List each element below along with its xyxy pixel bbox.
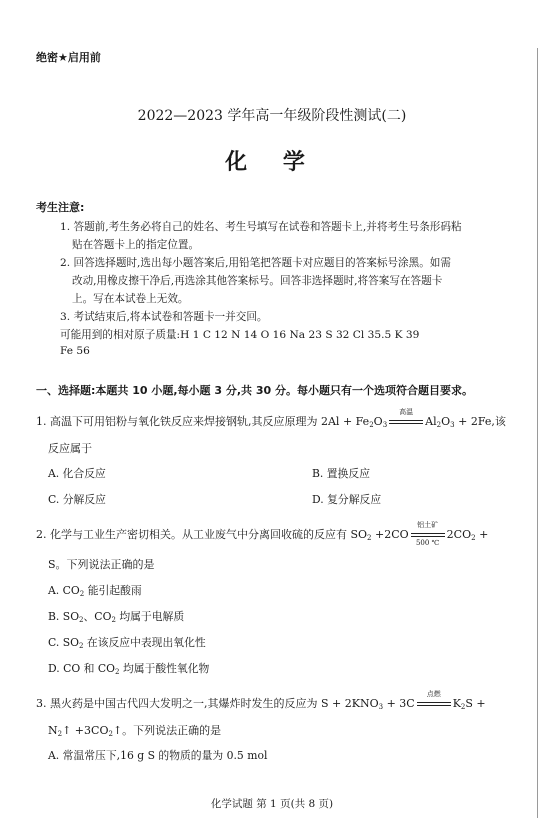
option-c: C. $SO_2$ 在该反应中表现出氧化性 [48,636,206,650]
option-a: A. 化合反应 [48,467,106,480]
question-1-stem: 反应属于 [48,442,92,455]
option-d: D. CO 和 $CO_2$ 均属于酸性氧化物 [48,662,210,676]
notice-line: 3. 考试结束后,将本试卷和答题卡一并交回。 [60,311,268,323]
exam-title: 2022—2023 学年高一年级阶段性测试(二) [137,108,407,124]
question-3-stem: $N_2↑$ $+3CO_2↑$。下列说法正确的是 [48,724,222,738]
notice-line: 改动,用橡皮擦干净后,再选涂其他答案标号。回答非选择题时,将答案写在答题卡 [72,275,443,287]
section-heading: 一、选择题:本题共 10 小题,每小题 3 分,共 30 分。每小题只有一个选项符合题目要求。 [36,384,474,397]
reaction-condition: 高温 [389,415,423,429]
notice-line: 贴在答题卡上的指定位置。 [72,239,200,251]
option-d: D. 复分解反应 [312,493,382,506]
reaction-condition: 铝土矿 500 ℃ [411,528,445,542]
notice-line: 上。写在本试卷上无效。 [72,293,189,305]
notice-line: 1. 答题前,考生务必将自己的姓名、考生号填写在试卷和答题卡上,并将考生号条形码粘 [60,221,462,233]
atomic-mass-line: Fe 56 [60,345,90,357]
question-2-stem: 2. 化学与工业生产密切相关。从工业废气中分离回收硫的反应有 $SO_2 +2CO$ 铝土矿 500 ℃ $2CO_2$ + [36,521,489,547]
option-c: C. 分解反应 [48,493,106,506]
notice-heading: 考生注意: [36,201,85,214]
option-b: B. $SO_2$、$CO_2$ 均属于电解质 [48,610,185,624]
option-b: B. 置换反应 [312,467,370,480]
question-3-stem: 3. 黑火药是中国古代四大发明之一,其爆炸时发生的反应为 $S + 2KNO_3 + 3C$ 点燃 $K_2S$ + [36,690,486,711]
question-1-stem: 1. 高温下可用铝粉与氧化铁反应来焊接钢轨,其反应原理为 $2Al + Fe_2O_3$ 高温 $Al_2O_3 + 2Fe$,该 [36,408,506,429]
question-2-stem: S。下列说法正确的是 [48,558,155,571]
confidential-mark: 绝密★启用前 [36,51,101,64]
option-a: A. 常温常压下,16 g S 的物质的量为 0.5 mol [48,749,268,762]
page-footer: 化学试题 第 1 页(共 8 页) [210,798,334,810]
option-a: A. $CO_2$ 能引起酸雨 [48,584,142,598]
atomic-mass-line: 可能用到的相对原子质量:H 1 C 12 N 14 O 16 Na 23 S 32 Cl 35.5 K 39 [60,329,420,341]
notice-line: 2. 回答选择题时,选出每小题答案后,用铅笔把答题卡对应题目的答案标号涂黑。如需 [60,257,451,269]
subject-title: 化 学 [225,150,319,175]
reaction-condition: 点燃 [417,697,451,711]
